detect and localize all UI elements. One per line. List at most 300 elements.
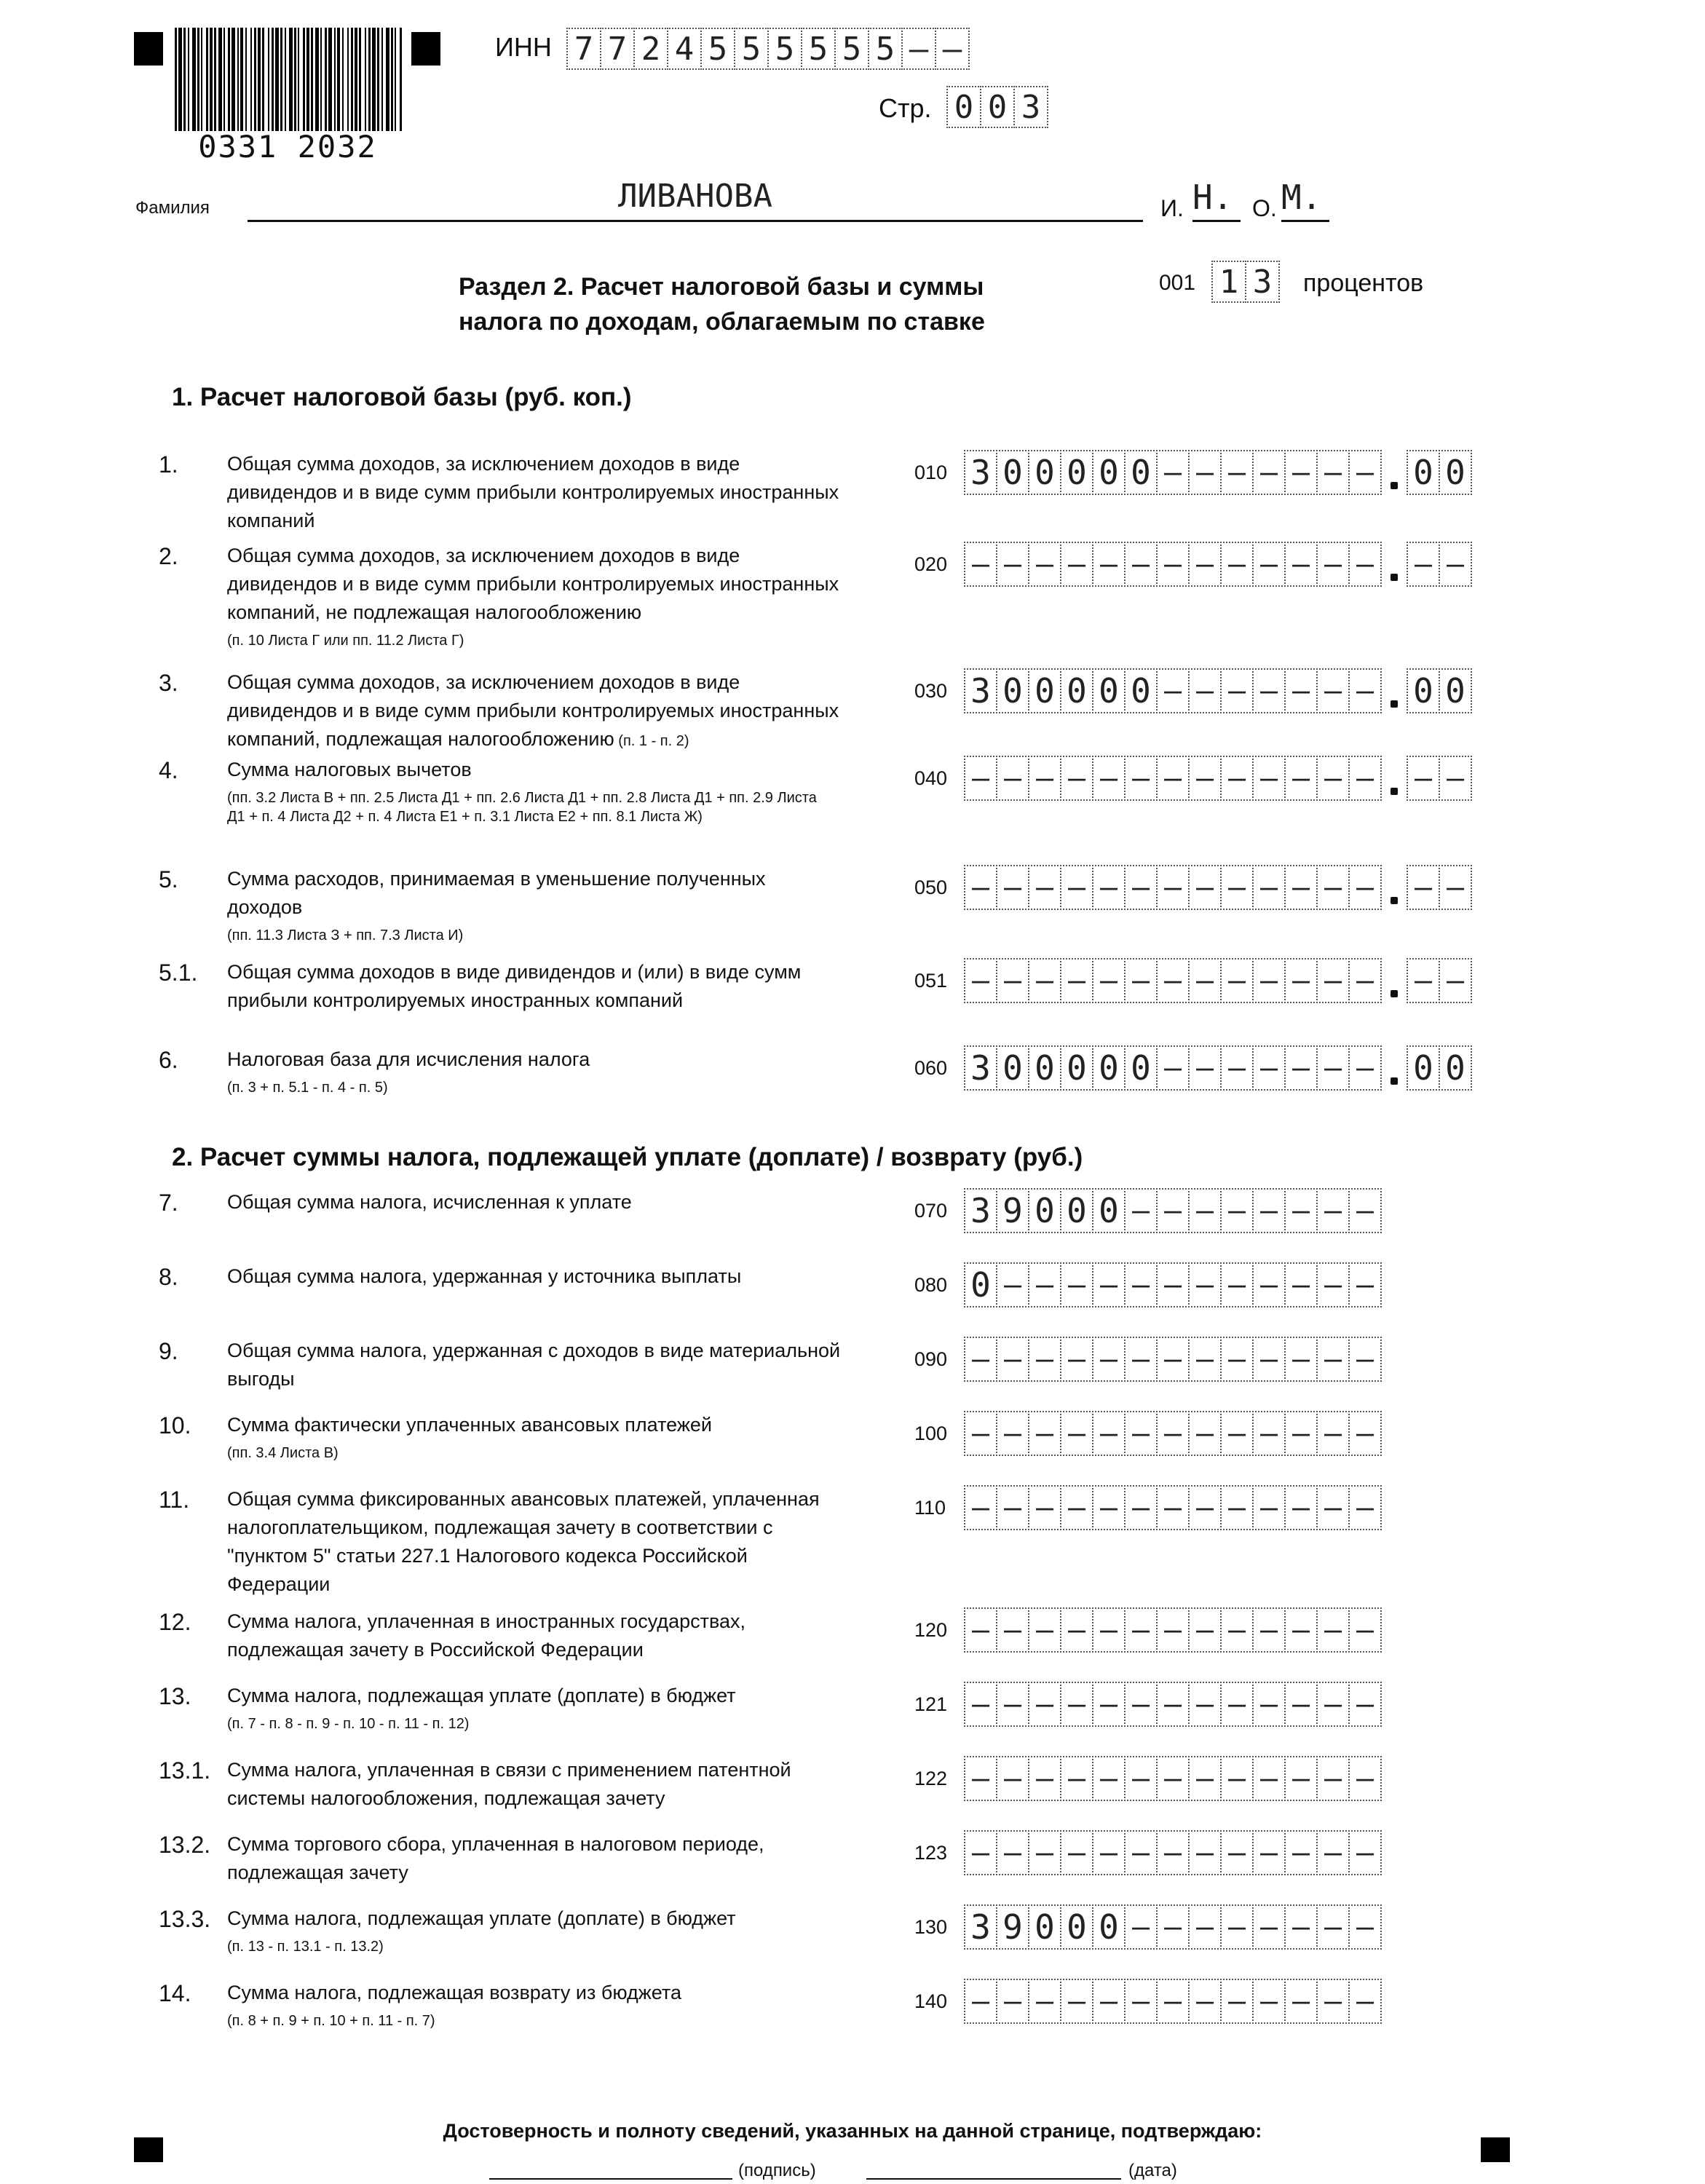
comb-cell: 0 bbox=[1060, 668, 1093, 713]
initial-o-underline bbox=[1281, 220, 1329, 222]
decimal-point bbox=[1390, 574, 1398, 581]
comb-cell: – bbox=[1220, 756, 1254, 801]
comb-cell: – bbox=[1060, 1830, 1093, 1875]
comb-cell: – bbox=[1060, 1756, 1093, 1801]
row-description-line: компаний bbox=[227, 510, 315, 531]
row-number: 6. bbox=[159, 1047, 178, 1073]
comb-cell: – bbox=[1284, 1979, 1318, 2024]
row-description bbox=[227, 1337, 882, 1393]
comb-cell: 0 bbox=[1028, 1904, 1061, 1950]
comb-cell: – bbox=[996, 865, 1029, 910]
row-code: 140 bbox=[914, 1990, 948, 2012]
row-code: 050 bbox=[914, 877, 948, 898]
amount-field-010[interactable] bbox=[964, 450, 1382, 495]
page-number-field[interactable] bbox=[946, 86, 1048, 128]
comb-cell: – bbox=[996, 1337, 1029, 1382]
comb-cell: – bbox=[1060, 1262, 1093, 1307]
row-description-line: Федерации bbox=[227, 1573, 331, 1595]
row-description-line: Сумма налога, уплаченная в иностранных государствах, bbox=[227, 1610, 746, 1632]
comb-cell: – bbox=[1284, 1607, 1318, 1653]
comb-cell: – bbox=[1028, 1411, 1061, 1456]
comb-cell: – bbox=[1188, 542, 1222, 587]
comb-cell: 0 bbox=[1028, 668, 1061, 713]
comb-cell: – bbox=[1060, 1979, 1093, 2024]
comb-cell: 0 bbox=[1028, 1188, 1061, 1233]
amount-field-090[interactable] bbox=[964, 1337, 1382, 1382]
comb-cell: – bbox=[1220, 1262, 1254, 1307]
comb-cell: – bbox=[1348, 542, 1382, 587]
comb-cell: – bbox=[1092, 1756, 1126, 1801]
comb-cell: – bbox=[1028, 1607, 1061, 1653]
comb-cell: – bbox=[1439, 756, 1472, 801]
row-description-line: компаний, не подлежащая налогообложению bbox=[227, 601, 642, 623]
comb-cell: 3 bbox=[964, 668, 997, 713]
amount-field-050[interactable] bbox=[964, 865, 1382, 910]
row-note: (пп. 3.2 Листа В + пп. 2.5 Листа Д1 + пп. 2.6 Листа Д1 + пп. 2.8 Листа Д1 + пп. 2.9 Листа bbox=[227, 790, 817, 806]
comb-cell: – bbox=[1156, 668, 1190, 713]
comb-cell: 5 bbox=[767, 28, 802, 70]
comb-cell: – bbox=[1124, 1682, 1158, 1727]
comb-cell: – bbox=[996, 756, 1029, 801]
signature-label: (подпись) bbox=[738, 2161, 816, 2180]
comb-cell: 0 bbox=[1407, 450, 1440, 495]
row-number: 13. bbox=[159, 1683, 191, 1709]
row-description-line: подлежащая зачету в Российской Федерации bbox=[227, 1639, 644, 1661]
comb-cell: – bbox=[1124, 1904, 1158, 1950]
comb-cell: 0 bbox=[996, 1045, 1029, 1091]
comb-cell: – bbox=[1348, 1682, 1382, 1727]
comb-cell: – bbox=[1028, 1756, 1061, 1801]
comb-cell: – bbox=[1316, 958, 1350, 1003]
comb-cell: – bbox=[1156, 1045, 1190, 1091]
rate-unit: процентов bbox=[1303, 269, 1424, 297]
comb-cell: – bbox=[1407, 756, 1440, 801]
comb-cell: – bbox=[1028, 1979, 1061, 2024]
rate-code: 001 bbox=[1159, 271, 1196, 295]
row-code: 121 bbox=[914, 1693, 948, 1715]
comb-cell: – bbox=[1252, 1830, 1286, 1875]
comb-cell: 0 bbox=[964, 1262, 997, 1307]
comb-cell: – bbox=[1284, 1756, 1318, 1801]
row-description bbox=[227, 1756, 882, 1813]
kopeck-field-060[interactable] bbox=[1407, 1045, 1472, 1091]
comb-cell: – bbox=[1316, 1411, 1350, 1456]
comb-cell: – bbox=[1284, 1045, 1318, 1091]
comb-cell: – bbox=[1188, 1607, 1222, 1653]
amount-field-120[interactable] bbox=[964, 1607, 1382, 1653]
comb-cell: – bbox=[964, 865, 997, 910]
comb-cell: – bbox=[1124, 1607, 1158, 1653]
row-description-line: компаний, подлежащая налогообложению (п. 1 - п. 2) bbox=[227, 728, 689, 750]
comb-cell: – bbox=[1316, 756, 1350, 801]
comb-cell: 0 bbox=[1407, 1045, 1440, 1091]
comb-cell: – bbox=[996, 1979, 1029, 2024]
comb-cell: – bbox=[1252, 1411, 1286, 1456]
comb-cell: – bbox=[1220, 1979, 1254, 2024]
comb-cell: – bbox=[1220, 1607, 1254, 1653]
row-description-line: Общая сумма фиксированных авансовых платежей, уплаченная bbox=[227, 1488, 820, 1510]
comb-cell: 9 bbox=[996, 1188, 1029, 1233]
comb-cell: – bbox=[1407, 958, 1440, 1003]
comb-cell: – bbox=[964, 1979, 997, 2024]
comb-cell: – bbox=[1028, 756, 1061, 801]
comb-cell: – bbox=[1124, 1188, 1158, 1233]
surname-underline bbox=[248, 220, 1143, 222]
row-description-line: Сумма налоговых вычетов bbox=[227, 759, 472, 780]
amount-field-080[interactable] bbox=[964, 1262, 1382, 1307]
comb-cell: 3 bbox=[964, 450, 997, 495]
corner-marker-top-left bbox=[134, 32, 163, 66]
comb-cell: – bbox=[1316, 1337, 1350, 1382]
row-note: (п. 13 - п. 13.1 - п. 13.2) bbox=[227, 1939, 384, 1955]
row-description-line: подлежащая зачету bbox=[227, 1861, 408, 1883]
comb-cell: – bbox=[1439, 542, 1472, 587]
comb-cell: – bbox=[1348, 756, 1382, 801]
row-description bbox=[227, 668, 882, 756]
comb-cell: – bbox=[1284, 756, 1318, 801]
comb-cell: – bbox=[1188, 1904, 1222, 1950]
comb-cell: 0 bbox=[1092, 450, 1126, 495]
comb-cell: – bbox=[1188, 1682, 1222, 1727]
kopeck-field-030[interactable] bbox=[1407, 668, 1472, 713]
row-number: 2. bbox=[159, 543, 178, 569]
comb-cell: 7 bbox=[566, 28, 601, 70]
comb-cell: 0 bbox=[1028, 1045, 1061, 1091]
comb-cell: – bbox=[1156, 1188, 1190, 1233]
row-number: 12. bbox=[159, 1609, 191, 1635]
row-description bbox=[227, 756, 882, 826]
comb-cell: – bbox=[1092, 1411, 1126, 1456]
row-description bbox=[227, 1485, 882, 1599]
row-description bbox=[227, 1262, 882, 1291]
comb-cell: – bbox=[1028, 1485, 1061, 1530]
comb-cell: – bbox=[1156, 1607, 1190, 1653]
comb-cell: – bbox=[1348, 450, 1382, 495]
amount-field-051[interactable] bbox=[964, 958, 1382, 1003]
comb-cell: 3 bbox=[1013, 86, 1048, 128]
comb-cell: – bbox=[1188, 958, 1222, 1003]
comb-cell: – bbox=[1316, 1045, 1350, 1091]
comb-cell: – bbox=[1348, 1979, 1382, 2024]
amount-field-122[interactable] bbox=[964, 1756, 1382, 1801]
comb-cell: 5 bbox=[734, 28, 769, 70]
comb-cell: – bbox=[1220, 542, 1254, 587]
comb-cell: – bbox=[1188, 1411, 1222, 1456]
comb-cell: – bbox=[1124, 1830, 1158, 1875]
comb-cell: – bbox=[1188, 1756, 1222, 1801]
amount-field-123[interactable] bbox=[964, 1830, 1382, 1875]
comb-cell: – bbox=[1156, 1485, 1190, 1530]
comb-cell: – bbox=[1348, 1485, 1382, 1530]
comb-cell: – bbox=[1060, 542, 1093, 587]
row-code: 051 bbox=[914, 970, 948, 992]
comb-cell: – bbox=[1220, 450, 1254, 495]
row-code: 010 bbox=[914, 462, 948, 483]
comb-cell: 5 bbox=[834, 28, 869, 70]
row-description-line: дивидендов и в виде сумм прибыли контролируемых иностранных bbox=[227, 573, 839, 595]
comb-cell: – bbox=[1188, 1262, 1222, 1307]
comb-cell: 7 bbox=[600, 28, 635, 70]
comb-cell: – bbox=[1028, 1337, 1061, 1382]
row-note: (п. 3 + п. 5.1 - п. 4 - п. 5) bbox=[227, 1080, 388, 1096]
row-note: (п. 8 + п. 9 + п. 10 + п. 11 - п. 7) bbox=[227, 2013, 435, 2029]
comb-cell: – bbox=[1284, 958, 1318, 1003]
comb-cell: – bbox=[1316, 450, 1350, 495]
comb-cell: – bbox=[1092, 1830, 1126, 1875]
comb-cell: 3 bbox=[1245, 261, 1280, 303]
kopeck-field-051[interactable] bbox=[1407, 958, 1472, 1003]
comb-cell: – bbox=[1252, 1485, 1286, 1530]
decimal-point bbox=[1390, 897, 1398, 904]
comb-cell: 0 bbox=[1060, 450, 1093, 495]
comb-cell: – bbox=[1060, 756, 1093, 801]
row-description-line: Общая сумма налога, исчисленная к уплате bbox=[227, 1191, 632, 1213]
comb-cell: – bbox=[1028, 1262, 1061, 1307]
comb-cell: – bbox=[935, 28, 970, 70]
comb-cell: – bbox=[1092, 1607, 1126, 1653]
row-description-line: Сумма налога, подлежащая уплате (доплате) в бюджет bbox=[227, 1907, 736, 1929]
comb-cell: – bbox=[1316, 1756, 1350, 1801]
comb-cell: – bbox=[1156, 1756, 1190, 1801]
row-description bbox=[227, 1682, 882, 1733]
comb-cell: – bbox=[1092, 958, 1126, 1003]
comb-cell: – bbox=[1220, 1485, 1254, 1530]
comb-cell: – bbox=[1188, 1188, 1222, 1233]
comb-cell: – bbox=[1124, 1411, 1158, 1456]
surname-label: Фамилия bbox=[135, 198, 210, 218]
comb-cell: 4 bbox=[667, 28, 702, 70]
barcode bbox=[172, 28, 403, 165]
amount-field-130[interactable] bbox=[964, 1904, 1382, 1950]
comb-cell: – bbox=[1252, 668, 1286, 713]
comb-cell: – bbox=[1348, 865, 1382, 910]
section-title-line2: налога по доходам, облагаемым по ставке bbox=[459, 308, 985, 336]
row-number: 9. bbox=[159, 1338, 178, 1364]
surname-value[interactable]: ЛИВАНОВА bbox=[618, 178, 772, 215]
comb-cell: – bbox=[1124, 756, 1158, 801]
signature-line[interactable] bbox=[489, 2178, 732, 2180]
row-description-line: Сумма налога, уплаченная в связи с применением патентной bbox=[227, 1759, 791, 1781]
comb-cell: – bbox=[1092, 756, 1126, 801]
row-code: 080 bbox=[914, 1274, 948, 1296]
row-code: 110 bbox=[914, 1497, 946, 1519]
row-description-line: дивидендов и в виде сумм прибыли контролируемых иностранных bbox=[227, 481, 839, 503]
kopeck-field-010[interactable] bbox=[1407, 450, 1472, 495]
date-line[interactable] bbox=[866, 2178, 1121, 2180]
row-description-line: Сумма налога, подлежащая возврату из бюджета bbox=[227, 1982, 681, 2003]
comb-cell: – bbox=[1348, 1337, 1382, 1382]
comb-cell: 3 bbox=[964, 1045, 997, 1091]
row-description-line: налогоплательщиком, подлежащая зачету в соответствии с bbox=[227, 1516, 773, 1538]
inn-field[interactable] bbox=[566, 28, 970, 70]
row-description bbox=[227, 1411, 882, 1463]
comb-cell: – bbox=[964, 1411, 997, 1456]
comb-cell: – bbox=[1316, 1188, 1350, 1233]
row-description-line: Общая сумма доходов, за исключением доходов в виде bbox=[227, 453, 740, 475]
row-code: 090 bbox=[914, 1348, 948, 1370]
row-description-line: "пунктом 5" статьи 227.1 Налогового кодекса Российской bbox=[227, 1545, 748, 1567]
comb-cell: 0 bbox=[1092, 1045, 1126, 1091]
row-note: (п. 7 - п. 8 - п. 9 - п. 10 - п. 11 - п. 12) bbox=[227, 1716, 470, 1732]
comb-cell: – bbox=[1060, 1337, 1093, 1382]
comb-cell: – bbox=[1284, 1337, 1318, 1382]
amount-field-140[interactable] bbox=[964, 1979, 1382, 2024]
row-number: 13.1. bbox=[159, 1757, 211, 1784]
comb-cell: – bbox=[1092, 1337, 1126, 1382]
comb-cell: – bbox=[1348, 958, 1382, 1003]
amount-field-040[interactable] bbox=[964, 756, 1382, 801]
comb-cell: – bbox=[1348, 1756, 1382, 1801]
initial-i-value[interactable]: Н. bbox=[1192, 178, 1233, 217]
comb-cell: – bbox=[964, 958, 997, 1003]
row-code: 060 bbox=[914, 1057, 948, 1079]
comb-cell: 0 bbox=[1407, 668, 1440, 713]
initial-o-value[interactable]: М. bbox=[1281, 178, 1322, 217]
amount-field-020[interactable] bbox=[964, 542, 1382, 587]
row-description-line: Общая сумма доходов в виде дивидендов и (или) в виде сумм bbox=[227, 961, 802, 983]
comb-cell: – bbox=[1316, 668, 1350, 713]
comb-cell: 0 bbox=[1124, 1045, 1158, 1091]
comb-cell: 0 bbox=[1124, 450, 1158, 495]
row-description-line: прибыли контролируемых иностранных компаний bbox=[227, 989, 684, 1011]
comb-cell: – bbox=[1252, 865, 1286, 910]
comb-cell: – bbox=[901, 28, 936, 70]
corner-marker-top-right bbox=[411, 32, 440, 66]
comb-cell: – bbox=[996, 1411, 1029, 1456]
comb-cell: – bbox=[1316, 1830, 1350, 1875]
comb-cell: – bbox=[1092, 1682, 1126, 1727]
comb-cell: – bbox=[1060, 1485, 1093, 1530]
comb-cell: – bbox=[1188, 1045, 1222, 1091]
amount-field-121[interactable] bbox=[964, 1682, 1382, 1727]
comb-cell: – bbox=[996, 1756, 1029, 1801]
comb-cell: – bbox=[1316, 865, 1350, 910]
row-note: (пп. 11.3 Листа З + пп. 7.3 Листа И) bbox=[227, 927, 464, 943]
comb-cell: – bbox=[1060, 1682, 1093, 1727]
comb-cell: – bbox=[1284, 1262, 1318, 1307]
comb-cell: – bbox=[1092, 1485, 1126, 1530]
comb-cell: 0 bbox=[1060, 1904, 1093, 1950]
comb-cell: – bbox=[1060, 1607, 1093, 1653]
amount-field-100[interactable] bbox=[964, 1411, 1382, 1456]
row-number: 14. bbox=[159, 1980, 191, 2006]
row-description-line: системы налогообложения, подлежащая зачету bbox=[227, 1787, 665, 1809]
row-number: 13.2. bbox=[159, 1832, 211, 1858]
rate-field[interactable] bbox=[1211, 261, 1280, 303]
row-code: 123 bbox=[914, 1842, 948, 1864]
decimal-point bbox=[1390, 788, 1398, 795]
comb-cell: – bbox=[1348, 668, 1382, 713]
confirmation-text: Достоверность и полноту сведений, указанных на данной странице, подтверждаю: bbox=[443, 2120, 1262, 2142]
comb-cell: – bbox=[1220, 1411, 1254, 1456]
comb-cell: – bbox=[1124, 542, 1158, 587]
comb-cell: – bbox=[1220, 1045, 1254, 1091]
comb-cell: – bbox=[1252, 1979, 1286, 2024]
initial-o-label: О. bbox=[1252, 195, 1277, 221]
row-code: 020 bbox=[914, 553, 948, 575]
section-title-line1: Раздел 2. Расчет налоговой базы и суммы bbox=[459, 273, 984, 301]
comb-cell: 0 bbox=[1439, 1045, 1472, 1091]
comb-cell: – bbox=[1284, 1830, 1318, 1875]
row-description bbox=[227, 865, 882, 945]
barcode-bars bbox=[172, 28, 403, 137]
date-label: (дата) bbox=[1128, 2161, 1177, 2180]
comb-cell: – bbox=[1124, 1337, 1158, 1382]
comb-cell: – bbox=[1407, 542, 1440, 587]
comb-cell: – bbox=[1060, 1411, 1093, 1456]
row-note: Д1 + п. 4 Листа Д2 + п. 4 Листа Е1 + п. 3.1 Листа Е2 + пп. 8.1 Листа Ж) bbox=[227, 809, 703, 825]
comb-cell: – bbox=[1407, 865, 1440, 910]
comb-cell: 0 bbox=[1060, 1045, 1093, 1091]
decimal-point bbox=[1390, 1077, 1398, 1085]
amount-field-070[interactable] bbox=[964, 1188, 1382, 1233]
comb-cell: – bbox=[996, 1262, 1029, 1307]
row-number: 10. bbox=[159, 1412, 191, 1439]
row-number: 8. bbox=[159, 1264, 178, 1290]
row-description bbox=[227, 542, 882, 650]
decimal-point bbox=[1390, 700, 1398, 708]
row-description-line: Общая сумма налога, удержанная у источника выплаты bbox=[227, 1265, 742, 1287]
comb-cell: – bbox=[1028, 958, 1061, 1003]
kopeck-field-020[interactable] bbox=[1407, 542, 1472, 587]
comb-cell: – bbox=[1252, 450, 1286, 495]
comb-cell: – bbox=[996, 958, 1029, 1003]
decimal-point bbox=[1390, 482, 1398, 489]
amount-field-030[interactable] bbox=[964, 668, 1382, 713]
amount-field-110[interactable] bbox=[964, 1485, 1382, 1530]
comb-cell: – bbox=[1439, 865, 1472, 910]
comb-cell: – bbox=[1348, 1607, 1382, 1653]
page-label: Стр. bbox=[879, 93, 932, 123]
comb-cell: – bbox=[1156, 1682, 1190, 1727]
kopeck-field-050[interactable] bbox=[1407, 865, 1472, 910]
comb-cell: – bbox=[996, 1607, 1029, 1653]
comb-cell: – bbox=[996, 1682, 1029, 1727]
comb-cell: – bbox=[964, 1756, 997, 1801]
comb-cell: – bbox=[1284, 1485, 1318, 1530]
comb-cell: – bbox=[964, 1830, 997, 1875]
comb-cell: – bbox=[1124, 865, 1158, 910]
comb-cell: – bbox=[1220, 1756, 1254, 1801]
comb-cell: – bbox=[1188, 450, 1222, 495]
comb-cell: 5 bbox=[868, 28, 903, 70]
row-description bbox=[227, 450, 882, 535]
amount-field-060[interactable] bbox=[964, 1045, 1382, 1091]
comb-cell: 0 bbox=[1092, 1904, 1126, 1950]
comb-cell: – bbox=[1316, 1682, 1350, 1727]
comb-cell: 0 bbox=[1092, 668, 1126, 713]
barcode-number: 0331 2032 bbox=[172, 131, 403, 163]
comb-cell: – bbox=[1284, 1188, 1318, 1233]
row-description bbox=[227, 1979, 882, 2030]
comb-cell: – bbox=[1188, 1485, 1222, 1530]
row-description-line: доходов bbox=[227, 896, 303, 918]
comb-cell: – bbox=[964, 542, 997, 587]
comb-cell: – bbox=[1439, 958, 1472, 1003]
comb-cell: – bbox=[1348, 1411, 1382, 1456]
comb-cell: – bbox=[1156, 1830, 1190, 1875]
row-description-line: Общая сумма доходов, за исключением доходов в виде bbox=[227, 545, 740, 566]
comb-cell: – bbox=[1220, 1830, 1254, 1875]
comb-cell: – bbox=[1284, 450, 1318, 495]
comb-cell: – bbox=[1284, 1904, 1318, 1950]
comb-cell: – bbox=[1348, 1045, 1382, 1091]
comb-cell: – bbox=[1028, 1682, 1061, 1727]
comb-cell: – bbox=[1188, 1979, 1222, 2024]
kopeck-field-040[interactable] bbox=[1407, 756, 1472, 801]
comb-cell: – bbox=[1220, 1188, 1254, 1233]
comb-cell: – bbox=[1220, 865, 1254, 910]
